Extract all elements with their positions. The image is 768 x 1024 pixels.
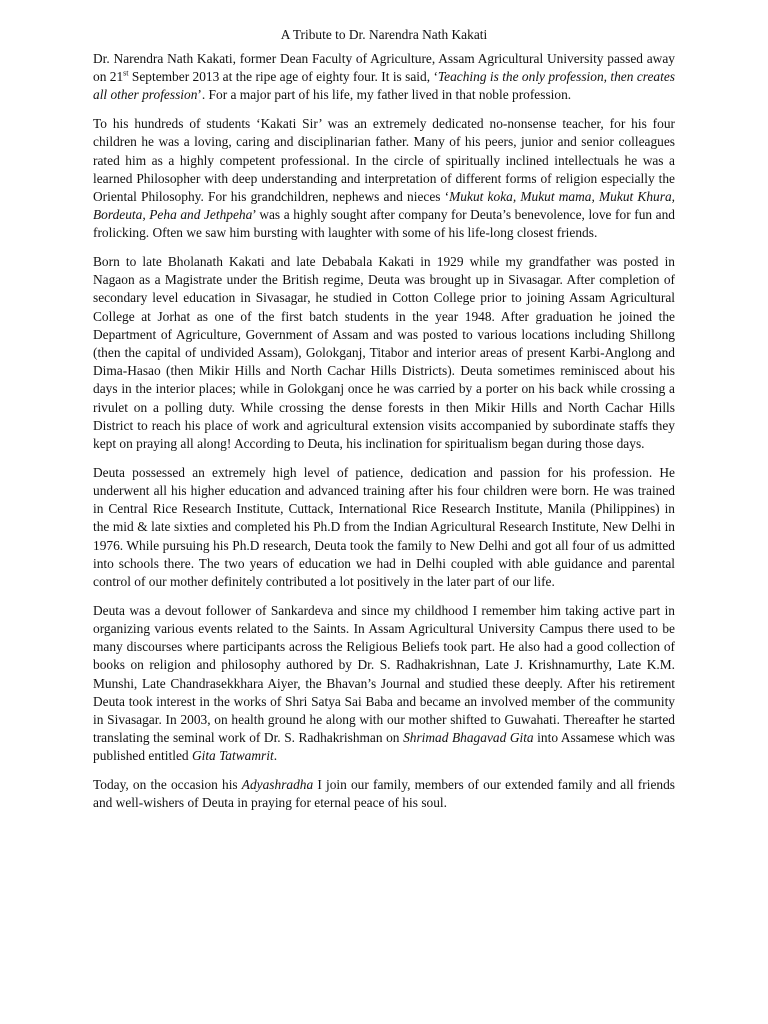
paragraph (93, 464, 675, 591)
paragraph (93, 50, 675, 105)
paragraph (93, 602, 675, 766)
paragraph (93, 253, 675, 453)
italic-text: Adyashradha (241, 777, 314, 793)
paragraph-text: Today, on the occasion his (93, 777, 242, 793)
paragraph-text: into Assamese which was published entitled (93, 730, 675, 764)
document-title: A Tribute to Dr. Narendra Nath Kakati (280, 27, 488, 42)
italic-text: Gita Tatwamrit (191, 748, 274, 764)
document-body (93, 50, 675, 812)
paragraph (93, 115, 675, 242)
document-page (93, 26, 675, 823)
italic-text: Shrimad Bhagavad Gita (403, 730, 534, 746)
superscript-text: st (123, 68, 129, 78)
paragraph (93, 776, 675, 812)
paragraph-text: . (273, 748, 278, 764)
paragraph-text: ’ was a highly sought after company for Deuta’s benevolence, love for fun and frolicking. Often we saw him bursting with laughter with some of his life-long closest friends. (93, 207, 675, 241)
paragraph-text: I join our family, members of our extended family and all friends and well-wishers of Deuta in praying for eternal peace of his soul. (93, 777, 675, 811)
italic-text: Mukut koka, Mukut mama, Mukut Khura, Bordeuta, Peha and Jethpeha (93, 188, 675, 223)
paragraph-text: Dr. Narendra Nath Kakati, former Dean Faculty of Agriculture, Assam Agricultural University passed away on 21 (93, 51, 675, 85)
paragraph-text: ’. For a major part of his life, my father lived in that noble profession. (197, 87, 572, 103)
paragraph-text: Born to late Bholanath Kakati and late Debabala Kakati in 1929 while my grandfather was posted in Nagaon as a Magistrate under the British regime, Deuta was brought up in Sivasagar. After completion of secondary level education in Sivasagar, he studied in Cotton College prior to joining Assam Agricultural College at Jorhat as one of the first batch students in the year 1948. After graduation he joined the Department of Agriculture, Government of Assam and was posted to various locations including Shillong (then the capital of undivided Assam), Golokganj, Titabor and interior areas of present Karbi-Anglong and Dima-Hasao (then Mikir Hills and North Cachar Hills Districts). Deuta sometimes reminisced about his days in the interior places; while in Golokganj once he was carried by a porter on his back while crossing a rivulet on a polling duty. While crossing the dense forests in then Mikir Hills and North Cachar Hills District to reach his place of work and agricultural extension visits accompanied by subordinate staffs they kept on praying all along! According to Deuta, his inclination for spiritualism began during those days. (93, 254, 675, 452)
paragraph-text: To his hundreds of students ‘Kakati Sir’ was an extremely dedicated no-nonsense teacher, for his four children he was a loving, caring and disciplinarian father. Many of his peers, junior and senior colleagues rated him as a highly competent professional. In the circle of spiritually inclined intellectuals he was a learned Philosopher with deep understanding and interpretation of different forms of religion especially the Oriental Philosophy. For his grandchildren, nephews and nieces ‘ (93, 116, 675, 204)
paragraph-text: Deuta possessed an extremely high level of patience, dedication and passion for his profession. He underwent all his higher education and advanced training after his four children were born. He was trained in Central Rice Research Institute, Cuttack, International Rice Research Institute, Manila (Philippines) in the mid & late sixties and completed his Ph.D from the Indian Agricultural Research Institute, New Delhi in 1976. While pursuing his Ph.D research, Deuta took the family to New Delhi and got all four of us admitted into schools there. The two years of education we had in Delhi coupled with able guidance and parental control of our mother definitely contributed a lot positively in the later part of our life. (93, 464, 675, 589)
italic-text: Teaching is the only profession, then creates all other profession (93, 69, 675, 103)
paragraph-text: Deuta was a devout follower of Sankardeva and since my childhood I remember him taking active part in organizing various events related to the Saints. In Assam Agricultural University Campus there used to be many discourses where participants across the Religious Beliefs took part. He also had a good collection of books on religion and philosophy authored by Dr. S. Radhakrishnan, Late J. Krishnamurthy, Late K.M. Munshi, Late Chandrasekkhara Aiyer, the Bhavan’s Journal and studied these deeply. After his retirement Deuta took interest in the works of Shri Satya Sai Baba and became an involved member of the community in Sivasagar. In 2003, on health ground he along with our mother shifted to Guwahati. Thereafter he started translating the seminal work of Dr. S. Radhakrishman on (93, 602, 675, 746)
paragraph-text: September 2013 at the ripe age of eighty four. It is said, ‘ (128, 69, 438, 85)
